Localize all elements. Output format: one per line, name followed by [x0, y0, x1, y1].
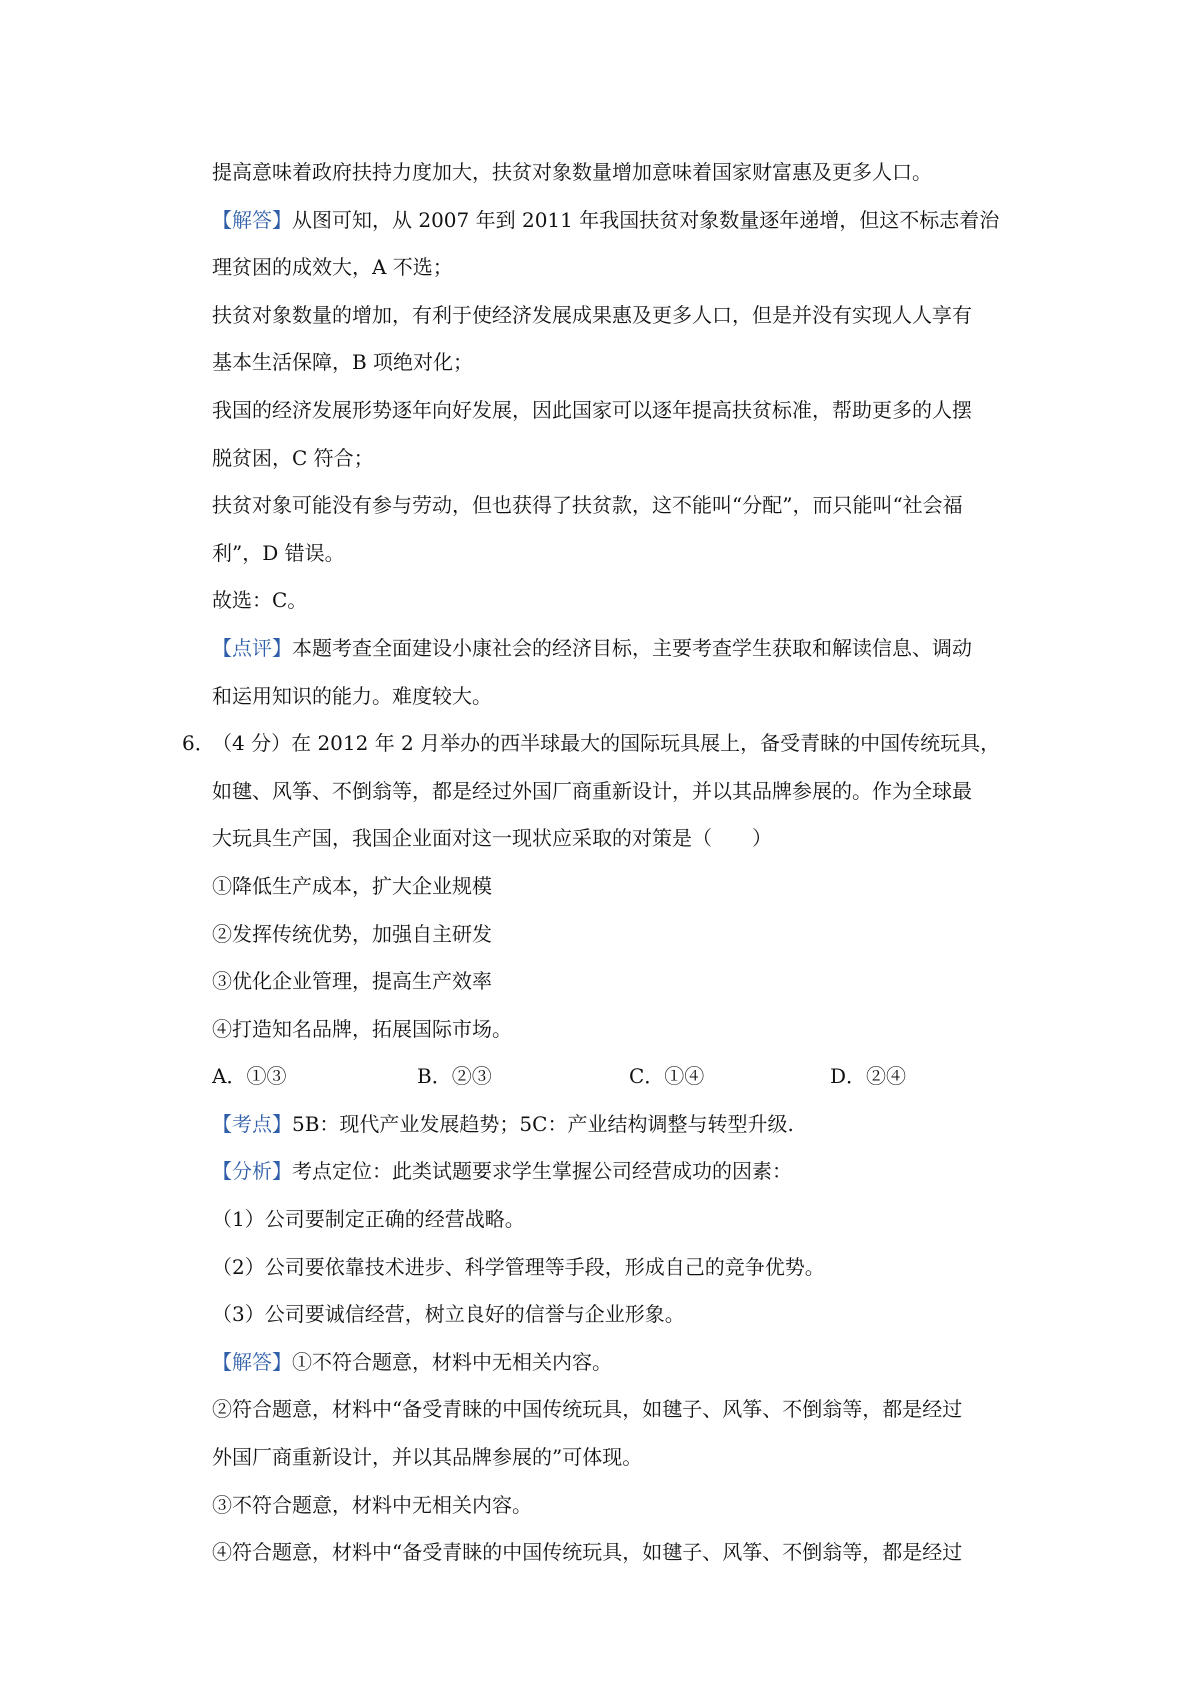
- analysis-point-text: （2）公司要依靠技术进步、科学管理等手段，形成自己的竞争优势。: [212, 1254, 825, 1279]
- answer-line: [212, 292, 1028, 340]
- answer-text: 利”，D 错误。: [212, 540, 345, 565]
- statement-item: [212, 911, 1028, 959]
- comment-text: 和运用知识的能力。难度较大。: [212, 683, 492, 708]
- analysis-tail-text: 提高意味着政府扶持力度加大，扶贫对象数量增加意味着国家财富惠及更多人口。: [212, 160, 932, 184]
- analysis-point-text: （3）公司要诚信经营，树立良好的信誉与企业形象。: [212, 1302, 685, 1327]
- statement-text: ③优化企业管理，提高生产效率: [212, 969, 492, 994]
- answer-choice-text: 故选：C。: [212, 588, 308, 613]
- statement-text: ①降低生产成本，扩大企业规模: [212, 873, 492, 898]
- answer-tag: 【解答】: [212, 207, 292, 232]
- statement-text: ②发挥传统优势，加强自主研发: [212, 921, 492, 946]
- answer-text: 从图可知，从 2007 年到 2011 年我国扶贫对象数量逐年递增，但这不标志着治: [292, 207, 1000, 232]
- answer-line: [212, 197, 1028, 245]
- answer-text: 扶贫对象数量的增加，有利于使经济发展成果惠及更多人口，但是并没有实现人人享有: [212, 302, 972, 327]
- answer-tag: 【解答】: [212, 1349, 292, 1374]
- analysis-point-text: （1）公司要制定正确的经营战略。: [212, 1207, 525, 1232]
- answer-text: 外国厂商重新设计，并以其品牌参展的”可体现。: [212, 1445, 643, 1470]
- comment-line: [212, 625, 1028, 673]
- question-stem-text: 大玩具生产国，我国企业面对这一现状应采取的对策是（ ）: [212, 826, 772, 851]
- answer-line: [212, 387, 1028, 435]
- answer-text: ①不符合题意，材料中无相关内容。: [292, 1349, 612, 1374]
- answer-text: ②符合题意，材料中“备受青睐的中国传统玩具，如毽子、风筝、不倒翁等，都是经过: [212, 1397, 963, 1422]
- analysis-point: [212, 1291, 1028, 1339]
- answer-line: [212, 1482, 1028, 1530]
- question-stem-line: [182, 720, 1028, 768]
- comment-line: [212, 673, 1028, 721]
- statement-item: [212, 1006, 1028, 1054]
- answer-text: 基本生活保障，B 项绝对化；: [212, 350, 474, 375]
- knowledge-tag: 【考点】: [212, 1111, 292, 1136]
- knowledge-text: 5B：现代产业发展趋势；5C：产业结构调整与转型升级.: [292, 1111, 794, 1136]
- option-b: B．②③: [417, 1064, 492, 1089]
- question-stem-line: [212, 815, 1028, 863]
- analysis-text: 考点定位：此类试题要求学生掌握公司经营成功的因素：: [292, 1159, 792, 1184]
- question-stem-line: [212, 768, 1028, 816]
- answer-choice-line: [212, 577, 1028, 625]
- answer-text: ③不符合题意，材料中无相关内容。: [212, 1492, 532, 1517]
- analysis-point: [212, 1244, 1028, 1292]
- statement-item: [212, 863, 1028, 911]
- answer-line: [212, 435, 1028, 483]
- analysis-tail-line: [212, 149, 1028, 197]
- comment-text: 本题考查全面建设小康社会的经济目标，主要考查学生获取和解读信息、调动: [292, 635, 972, 660]
- answer-line: [212, 1339, 1028, 1387]
- answer-text: 我国的经济发展形势逐年向好发展，因此国家可以逐年提高扶贫标准，帮助更多的人摆: [212, 397, 972, 422]
- answer-options: [212, 1053, 1028, 1101]
- comment-tag: 【点评】: [212, 635, 292, 660]
- answer-line: [212, 530, 1028, 578]
- page-content: [182, 149, 1028, 1577]
- answer-line: [212, 244, 1028, 292]
- option-c: C．①④: [629, 1064, 705, 1089]
- question-stem-text: 如毽、风筝、不倒翁等，都是经过外国厂商重新设计，并以其品牌参展的。作为全球最: [212, 778, 972, 803]
- answer-line: [212, 339, 1028, 387]
- option-d: D．②④: [830, 1064, 907, 1089]
- answer-line: [212, 1529, 1028, 1577]
- analysis-point: [212, 1196, 1028, 1244]
- answer-line: [212, 482, 1028, 530]
- analysis-line: [212, 1148, 1028, 1196]
- answer-text: ④符合题意，材料中“备受青睐的中国传统玩具，如毽子、风筝、不倒翁等，都是经过: [212, 1540, 963, 1565]
- question-stem-text: （4 分）在 2012 年 2 月举办的西半球最大的国际玩具展上，备受青睐的中国传统玩具，: [212, 731, 1001, 756]
- statement-text: ④打造知名品牌，拓展国际市场。: [212, 1016, 512, 1041]
- question-number: 6．: [182, 731, 215, 756]
- knowledge-point-line: [212, 1101, 1028, 1149]
- answer-text: 扶贫对象可能没有参与劳动，但也获得了扶贫款，这不能叫“分配”，而只能叫“社会福: [212, 493, 963, 518]
- analysis-tag: 【分析】: [212, 1159, 292, 1184]
- statement-item: [212, 958, 1028, 1006]
- answer-text: 理贫困的成效大，A 不选；: [212, 255, 453, 280]
- answer-line: [212, 1386, 1028, 1434]
- answer-text: 脱贫困，C 符合；: [212, 445, 374, 470]
- answer-line: [212, 1434, 1028, 1482]
- option-a: A．①③: [212, 1064, 287, 1089]
